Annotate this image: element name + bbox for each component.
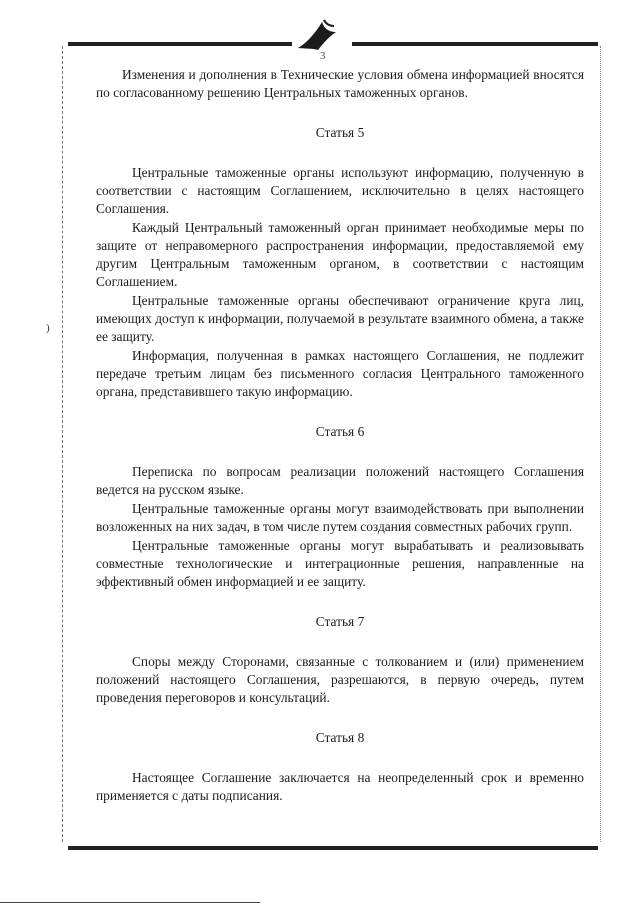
margin-mark: ) bbox=[46, 322, 50, 334]
article-6-paragraph-1: Переписка по вопросам реализации положений настоящего Соглашения ведется на русском языке. bbox=[96, 464, 584, 497]
article-8-heading: Статья 8 bbox=[315, 730, 365, 745]
article-6-paragraph-3: Центральные таможенные органы могут вырабатывать и реализовывать совместные технологические и интеграционные решения, направленные на эффективный обмен информацией и ее защиту. bbox=[96, 538, 584, 589]
right-border-dots bbox=[600, 46, 603, 842]
article-5-heading: Статья 5 bbox=[315, 125, 365, 140]
left-border-dashes bbox=[62, 46, 65, 842]
intro-paragraph: Изменения и дополнения в Технические условия обмена информацией вносятся по согласованному решению Центральных таможенных органов. bbox=[96, 67, 584, 100]
emblem-icon bbox=[294, 18, 340, 54]
article-7-heading: Статья 7 bbox=[315, 614, 365, 629]
article-5-paragraph-2: Каждый Центральный таможенный орган принимает необходимые меры по защите от неправомерного распространения информации, предоставляемой ему другим Центральным таможенным органом, в соответствии с настоящим Соглашением. bbox=[96, 220, 584, 289]
article-8-paragraph-1: Настоящее Соглашение заключается на неопределенный срок и временно применяется с даты подписания. bbox=[96, 770, 584, 803]
article-5-paragraph-3: Центральные таможенные органы обеспечивают ограничение круга лиц, имеющих доступ к информации, получаемой в результате взаимного обмена, а также ее защиту. bbox=[96, 293, 584, 344]
article-5-paragraph-1: Центральные таможенные органы используют информацию, полученную в соответствии с настоящим Соглашением, исключительно в целях настоящего Соглашения. bbox=[96, 165, 584, 216]
article-6-heading: Статья 6 bbox=[315, 424, 365, 439]
article-6-paragraph-2: Центральные таможенные органы могут взаимодействовать при выполнении возложенных на них задач, в том числе путем создания совместных рабочих групп. bbox=[96, 501, 584, 534]
article-5-paragraph-4: Информация, полученная в рамках настоящего Соглашения, не подлежит передаче третьим лицам без письменного согласия Центрального таможенного органа, представившего такую информацию. bbox=[96, 348, 584, 399]
bottom-rule bbox=[0, 902, 260, 903]
document-body bbox=[96, 66, 584, 806]
page-number: 3 bbox=[320, 50, 326, 62]
article-7-paragraph-1: Споры между Сторонами, связанные с толкованием и (или) применением положений настоящего Соглашения, разрешаются, в первую очередь, путем проведения переговоров и консультаций. bbox=[96, 654, 584, 705]
